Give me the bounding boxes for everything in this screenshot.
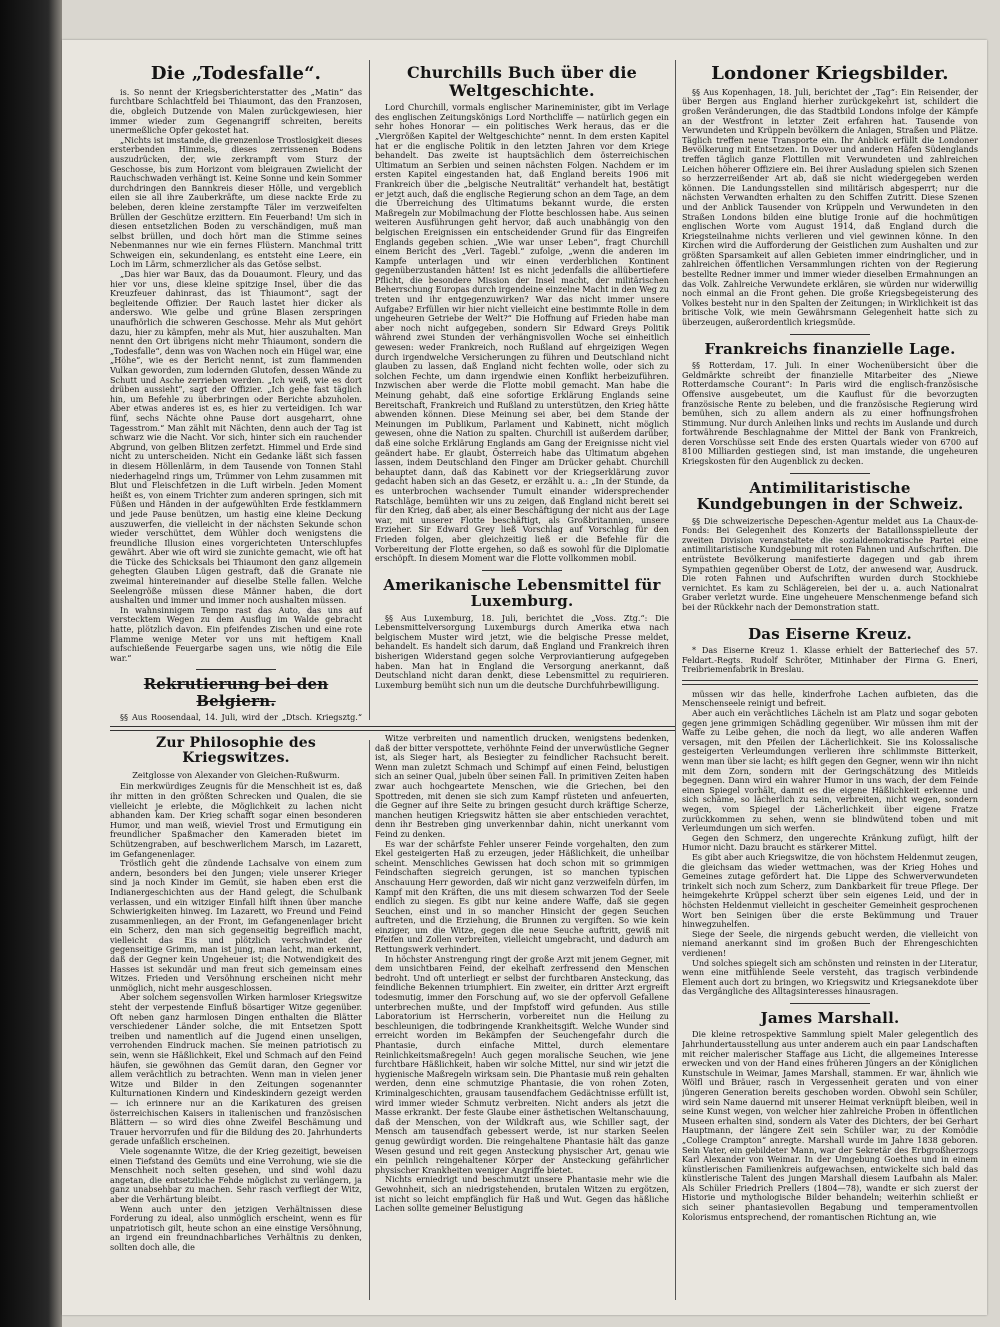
paragraph: Wenn auch unter den jetzigen Verhältnissen diese Forderung zu ideal, also unmöglich erscheint, wenn es für unpatriotisch gilt, heute schon an eine einstige Versöhnung, an irgend ein freundnachbarliches Verhältnis zu denken, sollten doch alle, die: [110, 1203, 362, 1252]
paragraph: Die kleine retrospektive Sammlung spielt Maler gelegentlich des Jahrhundertausstellung aus unter anderem auch ein paar Landschaften mit reicher malerischer Staffage aus Licht, die allgemeines Interesse erwecken und von der Hand eines früheren Jüngers an der Königlichen Kunstschule in Weimar, James Marshall, stammen. Er war, ähnlich wie Wölfl und Bräuer, rasch in Vergessenheit geraten und von einer jüngeren Generation bereits geschoben worden. Obwohl sein Schüler, wird sein Name dauernd mit unserer Heimat verknüpft bleiben, weil in seine Kunst wegen, von welcher hier zahlreiche Proben in öffentlichen Museen erhalten sind, sondern als Vater des Dichters, der bei Gerhart Hauptmann, der längere Zeit sein Schüler war, zu der Komödie „College Crampton“ anregte. Marshall wurde im Jahre 1838 geboren. Sein Vater, ein gebildeter Mann, war der Sekretär des Erbgroßherzogs Karl Alexander von Weimar. In der Umgebung Goethes und in einem künstlerischen Familienkreis aufgewachsen, entwickelte sich bald das künstlerische Talent des jungen Marshall diesem Laufbahn als Maler. Als Schüler Friedrich Prellers (1804—78), wandte er sich zuerst der Historie und mythologische Bilder behandeln; weiterhin schließt er sich seiner phantasievollen Begabung und temperamentvollen Kolorismus entsprechend, der romantischen Richtung an, wie: [682, 1029, 978, 1222]
paragraph: „Das hier war Baux, das da Douaumont. Fleury, und das hier vor uns, diese kleine spitzige Insel, über die das Kreuzfeuer dahinrast, das ist Thiaumont“, sagt der begleitende Offizier. Der Rauch lastet hier dicker als anderswo. Wie gelbe und grüne Blasen zerspringen unaufhörlich die schweren Geschosse. Mehr als Mut gehört dazu, hier zu kämpfen, mehr als Mut, hier auszuhalten. Man nennt den Ort übrigens nicht mehr Thiaumont, sondern die „Todesfalle“, denn was von Wachen noch ein Hügel war, eine „Höhe“, wie es der Bericht nennt, ist zum flammenden Vulkan geworden, zum lodernden Glutofen, dessen Wände zu Schutt und Asche zerrieben werden. „Ich weiß, wie es dort drüben aussieht“, sagt der Offizier. „Ich gehe fast täglich hin, um Befehle zu überbringen oder Berichte abzuholen. Aber etwas anderes ist es, es hier zu verteidigen. Ich war fünf, sechs Nächte ohne Pause dort ausgeharrt, ohne Tagesstrom.“ Man zählt mit Nächten, denn auch der Tag ist schwarz wie die Nacht. Vor sich, hinter sich ein rauchender Abgrund, von gelben Blitzen zerfetzt. Himmel und Erde sind nicht zu unterscheiden. Nicht ein Gedanke läßt sich fassen in diesem Höllenlärm, in dem Tausende von Tonnen Stahl niederhagelnd rings um, Trümmer von Lehm zusammen mit Blut und Fleischfetzen in die Luft wirbeln. Jeden Moment heißt es, von einem Trichter zum anderen springen, sich mit Füßen und Händen in der aufgewühlten Erde festklammern und jede Pause benützen, um hastig eine kleine Deckung auszuwerfen, die vielleicht in der nächsten Sekunde schon wieder verschüttet, dem Wühler doch wenigstens die freundliche Illusion eines vorgerichteten Unterschlupfes gewährt. Aber wie oft wird sie zunichte gemacht, wie oft hat die Tücke des Schicksals bei Thiaumont den ganz allgemein gehegten Glauben Lügen gestraft, daß die Granate nie zweimal hintereinander auf dieselbe Stelle fallen. Welche Seelengröße müssen diese Männer haben, die dort aushalten und immer und immer noch aushalten müssen.: [110, 269, 362, 606]
headline-london: Londoner Kriegsbilder.: [711, 63, 949, 84]
section-rule: [110, 726, 675, 731]
article-todesfalle-body: [110, 88, 362, 664]
paragraph: In höchster Anstrengung ringt der große Arzt mit jenem Gegner, mit dem unsichtbaren Feind, der ekelhaft zerfressend den Menschen bedroht. Und oft unterliegt er selbst der furchtbaren Ansteckung, das feindliche Bekennen triumphiert. Ein zweiter, ein dritter Arzt ergreift todesmutig, immer den Forschung auf, wo sie der opfervoll Gefallene unterbrechen mußte, und der Impfstoff wird gefunden. Aus stille Laboratorium ist Herrscherin, vorbereitet nun die Heilung zu beschleunigen, die todbringende Krankheitsgift. Welche Wunder sind erreicht worden im Bekämpfen der Seuchengefahr durch die Phantasie, durch einfache Mittel, durch elementare Reinlichkeitsmaßregeln! Auch gegen moralische Seuchen, wie jene furchtbare Häßlichkeit, haben wir solche Mittel, nur sind wir jetzt die hygienische Maßregeln wirksam sein. Die Phantasie muß rein gehalten werden, denn eine schmutzige Phantasie, die von rohen Zoten, Kriminalgeschichten, grausam tausendfachem Gedächtnisse erfüllt ist, wird immer wieder Schmutz verbreiten. Nicht anders als jetzt die Masse erkrankt. Der feste Glaube einer ästhetischen Weltanschauung, daß der Menschen, von der Wildkraft aus, wie Schiller sagt, der Mensch am tausendfach gebessert werde, ist nur starken Seelen genug gewürdigt worden. Die reingehaltene Phantasie hält das ganze Wesen gesund und reit gegen Ansteckung physischer Art, genau wie ein peinlich reingehaltener Körper der Ansteckung gefährlicher physischer Krankheiten weniger Angriffe bietet.: [375, 953, 669, 1175]
paragraph: Es war der schärfste Fehler unserer Feinde vorgehalten, den zum Ekel gesteigerten Haß zu erzeugen, jeder Häßlichkeit, die unheilbar scheint. Menschliches Gewissen hat doch schon mit so grimmigen Feindschaften siegreich gerungen, ist so manchen typischen Anschauung Herr geworden, daß wir nicht ganz verzweifeln dürfen, im Kampf mit den Kräften, die uns mit diesem schwarzen Tod der Seele endlich zu siegen. Es gibt nur keine andere Waffe, daß sie gegen Seuchen, einst und in so mancher Hinsicht der gegen Seuchen auftreten, und die Erziehung, die Brunnen zu vergiften. So wie kein einziger, um die Witze, gegen die neue Seuche auftritt, gewiß mit Pfeifen und Zollen verbreiten, vielleicht umgebracht, und dadurch am Rettungswerk verhindert.: [375, 838, 669, 955]
paragraph: In wahnsinnigem Tempo rast das Auto, das uns auf verstecktem Wegen zu dem Ausflug im Walde gebracht hatte, plötzlich davon. Ein pfeifendes Zischen und eine rote Flamme wenige Meter vor uns mit heftigem Knall aufschießende Feuergarbe sagen uns, wie nötig die Eile war.“: [110, 604, 362, 663]
paragraph: Tröstlich geht die zündende Lachsalve von einem zum andern, besonders bei den Jungen; viele unserer Krieger sind ja noch Kinder im Gemüt, sie haben eben erst die Indianergeschichten aus der Hand gelegt, die Schulbank verlassen, und ein witziger Einfall hilft ihnen über manche Schwierigkeiten hinweg. Im Lazarett, wo Freund und Feind zusammenliegen, an der Front, im Gefangenenlager bricht ein Scherz, den man sich gegenseitig begreiflich macht, vielleicht das Eis und plötzlich verschwindet der gegenseitige Grimm, man ist jung, man lacht, man erkennt, daß der Gegner kein Ungeheuer ist; die Notwendigkeit des Hasses ist sekundär und man freut sich gemeinsam eines Witzes. Frieden und Versöhnung erscheinen nicht mehr unmöglich, nicht mehr ausgeschlossen.: [110, 858, 362, 993]
paragraph: Siege der Seele, die nirgends gebucht werden, die vielleicht von niemand anerkannt sind im großen Buch der Ehrengeschichten verdienen!: [682, 928, 978, 958]
headline-marshall: James Marshall.: [760, 1008, 900, 1027]
paragraph: §§ Aus Luxemburg, 18. Juli, berichtet die „Voss. Ztg.“: Die Lebensmittelversorgung Luxemburgs durch Amerika etwa nach belgischem Muster wird jetzt, wie die belgische Presse meldet, behandelt. Es handelt sich darum, daß England und Frankreich ihren bisherigen Widerstand gegen solche Verproviantierung aufgegeben haben. Man hat in England die Versorgung anerkannt, daß Deutschland nicht daran denkt, diese Lebensmittel zu requirieren. Luxemburg bemüht sich nun um die deutsche Durchfuhrbewilligung.: [375, 612, 669, 690]
headline-philosophie: Zur Philosophie des Kriegswitzes.: [156, 735, 316, 767]
headline-schweiz: Antimilitaristische Kundgebungen in der Schweiz.: [696, 478, 964, 514]
paragraph: Lord Churchill, vormals englischer Marineminister, gibt im Verlage des englischen Zeitungskönigs Lord Northcliffe — natürlich gegen ein sehr hohes Honorar — ein politisches Werk heraus, das er die „Viergrößen Kapitel der Weltgeschichte“ nennt. In dem ersten Kapitel hat er die englische Politik in den letzten Jahren vor dem Kriege behandelt. Das zweite ist hauptsächlich dem österreichischen Ultimatum an Serbien und seinen nächsten Folgen. Nachdem er im ersten Kapitel eingestanden hat, daß England bereits 1906 mit Frankreich über die „belgische Neutralität“ verhandelt hat, bestätigt er jetzt auch, daß die englische Regierung schon an dem Tage, an dem die Überreichung des Ultimatums bekannt wurde, die ersten Maßregeln zur Mobilmachung der Flotte beschlossen habe. Aus seinen weiteren Ausführungen geht hervor, daß auch unabhängig von den belgischen Ereignissen ein entscheidender Grund für das Eingreifen Englands gegeben schien. „Wie war unser Leben“, fragt Churchill einem Bericht des „Verl. Tagebl.“ zufolge, „wenn die anderen im Kampfe unterlagen und wir einen verderblichen Kontinent gegenüberzustanden hätten! Ist es nicht jedenfalls die allübertiefere Pflicht, die besondere Mission der Insel macht, der militärischen Beherrschung Europas durch irgendeine einzelne Macht in den Weg zu treten und ihr entgegenzuwirken? War das nicht immer unsere Aufgabe? Erfüllen wir hier nicht vielleicht eine bestimmte Rolle in dem ungeheuren Getriebe der Welt?“ Die Hoffnung auf Frieden habe man aber noch nicht aufgegeben, sondern Sir Edward Greys Politik während zwei Stunden der verhängnisvollen Woche sei einheitlich gewesen: weder Frankreich, noch Rußland auf ehrgeizigen Wegen durch irgendwelche Versicherungen zu führen und Deutschland nicht glauben zu lassen, daß England nicht fechten wolle, oder sich zu solchen Fechte, um dann irgendwie einen Konflikt herbeizuführen. Inzwischen aber werde die Flotte mobil gemacht. Man habe die Meinung gehabt, daß eine sofortige Erklärung Englands seine Bereitschaft, Frankreich und Rußland zu unterstützen, den Krieg hätte abwenden können. Diese Meinung sei aber, bei dem Stande der Meinungen im Publikum, Parlament und Kabinett, nicht möglich gewesen, ohne die Nation zu spalten. Churchill ist außerdem darüber, daß eine solche Erklärung Englands am Gang der Ereignisse nicht viel geändert habe. Er glaubt, Österreich habe das Ultimatum abgehen lassen, indem Deutschland den Finger am Drücker gehabt. Churchill behauptet dann, daß das Kabinett vor der Kriegserklärung zuvor gedacht haben sich an das Gesetz, er erzählt u. a.: „In der Stunde, da es unterbrochen wachsender Tumult einander widersprechender Ratschläge, bemühten wir uns zu zeigen, daß England nicht bereit sei für den Krieg, daß aber, als einer Beschäftigung der nicht aus der Lage war, mit unserer Flotte beschäftigt, als Großbritannien, unsere Erzieher. Sir Edward Grey ließ Vorschlag auf Vorschlag für den Frieden folgen, aber gleichzeitig ließ er die Befehle für die Vorbereitung der Flotte ergehen, so daß es sowohl für die Diplomatie erschöpft. In diesem Moment war die Flotte vollkommen mobil.: [375, 102, 669, 564]
newspaper-page: [62, 40, 987, 1315]
paragraph: Ein merkwürdiges Zeugnis für die Menschheit ist es, daß ihr mitten in den größten Schrecken und Qualen, die sie vielleicht je erlebte, die Möglichkeit zu lachen nicht abhanden kam. Der Krieg schafft sogar einen besonderen Humor, und man weiß, wieviel Trost und Ermutigung ein freundlicher Spaßmacher den Kameraden bietet im Schützengraben, auf beschwerlichem Marsch, im Lazarett, im Gefangenenlager.: [110, 781, 362, 859]
paragraph: Viele sogenannte Witze, die der Krieg gezeitigt, beweisen einen Tiefstand des Gemüts und eine Verrohung, wie sie die Menschheit noch selten gesehen, und sind wohl dazu angetan, die entsetzliche Fehde möglichst zu verlängern, ja ganz unabsehbar zu machen. Sehr rasch verfliegt der Witz, aber die Verhärtung bleibt.: [110, 1145, 362, 1204]
headline-todesfalle: Die „Todesfalle“.: [150, 63, 322, 84]
article-divider: [790, 1003, 870, 1004]
column-rule: [675, 60, 676, 1300]
article-schweiz-body: [682, 517, 978, 613]
column-2-lower: [375, 734, 669, 1304]
column-2-upper: [375, 62, 669, 722]
article-luxemburg-body: [375, 614, 669, 691]
article-divider: [790, 619, 870, 620]
article-rekrutierung-body: [110, 713, 362, 722]
section-rule: [682, 680, 978, 685]
paragraph: Gegen den Schmerz, den ungerechte Kränkung zufügt, hilft der Humor nicht. Dazu braucht es stärkerer Mittel.: [682, 832, 978, 853]
article-philosophie-continued: [375, 734, 669, 1214]
paragraph: Nichts erniedrigt und beschmutzt unsere Phantasie mehr wie die Gewohnheit, sich an niedrigstehenden, brutalen Witzen zu ergötzen, ist nicht so leicht empfänglich für Haß und Wut. Gegen das häßliche Lachen sollte gemeiner Belustigung: [375, 1174, 669, 1214]
article-churchill-body: [375, 103, 669, 564]
article-kreuz-body: [682, 646, 978, 675]
headline-luxemburg: Amerikanische Lebensmittel für Luxemburg.: [383, 575, 661, 611]
paragraph: müssen wir das helle, kinderfrohe Lachen aufbieten, das die Menschenseele reinigt und befreit.: [682, 688, 978, 709]
article-london-body: [682, 88, 978, 328]
paragraph: §§ Aus Roosendaal, 14. Juli, wird der „Dtsch. Kriegsztg.“: [120, 712, 362, 722]
column-rule: [369, 740, 370, 1300]
article-frankreich-body: [682, 361, 978, 467]
paragraph: Witze verbreiten und namentlich drucken, wenigstens bedenken, daß der bitter verspottete, verhöhnte Feind der unverwüstliche Gegner ist, als Sieger hart, als Besiegter zu feindlicher Rachsucht bereit. Wenn man zuletzt Schmach und Schimpf auf einen Feind, belustigen sich an seiner Qual, jubeln über seinen Fall. In primitiven Zeiten haben zwar auch hochgeartete Menschen, wie die Griechen, bei den Spottreden, mit denen sie sich zum Kampf rüsteten und anfeuerten, die Gegner auf ihre Seite zu bringen gesucht durch kräftige Scherze, manchen heutigen Kriegswitz hätten sie aber entschieden verachtet, denn ihr Bestreben ging unverkennbar dahin, nicht unerkannt vom Feind zu denken.: [375, 734, 669, 839]
paragraph: „Nichts ist imstande, die grenzenlose Trostlosigkeit dieses ersterbenden Himmels, dieses zerrissenen Bodens auszudrücken, der, wie zerkrampft vom Sturz der Geschosse, bis zum Horizont vom bleigrauen Zwielicht der Rauchschwaden verhängt ist. Keine Sonne und kein Sommer durchdringen den Bannkreis dieser Hölle, und vergeblich eilen sie all ihre Zauberkräfte, um diese nackte Erde zu beleben, deren kleine zerstampfte Täler im verzweifelten Brüllen der Geschütze erzittern. Ein Feuerband! Um sich in diesen entsetzlichen Boden zu verschändigen, muß man selbst brüllen, und doch hört man die Stimme seines Nebenmannes nur wie ein fernes Flüstern. Manchmal tritt Schweigen ein, sekundenlang, es entsteht eine Leere, ein Loch im Lärm, schmerzlicher als das Getöse selbst.: [110, 134, 362, 270]
paragraph: §§ Rotterdam, 17. Juli. In einer Wochenübersicht über die Geldmärkte schreibt der finanzielle Mitarbeiter des „Niewe Rotterdamsche Courant“: In Paris wird die englisch-französische Offensive ausgebeutet, um die Kauflust für die bevorzugten französische Rente zu beleben, und die französische Regierung wird bemühen, sich zu allem andern als zu einer hoffnungsfrohen Stimmung. Nur durch Anleihen links und rechts im Auslande und durch fortwährende Beschlagnahme der Mittel der Bank von Frankreich, deren Vorschüsse seit Ende des ersten Quartals wieder von 6700 auf 8100 Milliarden gestiegen sind, ist man imstande, die ungeheuren Kriegskosten für den Augenblick zu decken.: [682, 360, 978, 467]
paragraph: §§ Die schweizerische Depeschen-Agentur meldet aus La Chaux-de-Fonds: Bei Gelegenheit des Konzerts der Bataillonsspielleute der zweiten Division veranstaltete die sozialdemokratische Partei eine antimilitaristische Kundgebung mit roten Fahnen und Aufschriften. Die entrüstete Bevölkerung manifestierte dagegen und gab ihrem Sympathien gegenüber Oberst de Lotz, der anwesend war, Ausdruck. Die roten Fahnen und Aufschriften wurden durch Stockhiebe vernichtet. Es kam zu Schlägereien, bei der u. a. auch Nationalrat Graber verletzt wurde. Eine ungeheuere Menschenmenge befand sich bei der Rückkehr nach der Demonstration statt.: [682, 515, 978, 613]
headline-rekrutierung: Rekrutierung bei den Belgiern.: [143, 675, 329, 710]
headline-frankreich: Frankreichs finanzielle Lage.: [704, 339, 956, 358]
column-1-lower: [110, 734, 362, 1304]
article-divider: [196, 669, 276, 670]
column-3: [682, 62, 978, 1302]
article-philosophie-end: [682, 690, 978, 997]
paragraph: * Das Eiserne Kreuz 1. Klasse erhielt der Batteriechef des 57. Feldart.-Regts. Rudolf Schröter, Mitinhaber der Firma G. Eneri, Treibriemenfabrik in Breslau.: [682, 645, 978, 675]
headline-churchill: Churchills Buch über die Weltgeschichte.: [407, 63, 637, 100]
paragraph: §§ Aus Kopenhagen, 18. Juli, berichtet der „Tag“: Ein Reisender, der über Bergen aus England hierher zurückgekehrt ist, schildert die großen Veränderungen, die das Stadtbild Londons infolge der Kämpfe an der Westfront in letzter Zeit erfahren hat. Tausende von Verwundeten und Krüppeln bevölkern die Anlagen, Straßen und Plätze. Täglich treffen neue Transporte ein. Ihr Anblick erfüllt die Londoner Bevölkerung mit Entsetzen. In Dover und anderen Häfen Südenglands treffen täglich ganze Flottillen mit Verwundeten und zahlreichen Leichen höherer Offiziere ein. Bei ihrer Ausladung spielen sich Szenen so herzzerreißender Art ab, daß sie nicht wiedergegeben werden können. Die Landungsstellen sind militärisch abgesperrt; nur die nächsten Verwandten erhalten zu den Schiffen Zutritt. Diese Szenen und der Anblick Tausender von Krüppeln und Verwundeten in den Straßen Londons bilden eine blutige Ironie auf die hochmütigen englischen Worte vom August 1914, daß England durch die Kriegsteilnahme nichts verlieren und viel gewinnen könne. In den Kirchen wird die Aufforderung der Geistlichen zum Aushalten und zur größten Sparsamkeit auf allen Gebieten immer eindringlicher, und in zahlreichen öffentlichen Versammlungen richten von der Regierung bestellte Redner immer und immer wieder dieselben Ermahnungen an das Volk. Zahlreiche Verwundete erklären, sie würden nur widerwillig noch einmal an die Front gehen. Die große Kriegsbegeisterung des Volkes besteht nur in den Spalten der Zeitungen; in Wirklichkeit ist das britische Volk, wie mein Gewährsmann Gelegenheit hatte sich zu überzeugen, außerordentlich kriegsmüde.: [682, 86, 978, 328]
paragraph: is. So nennt der Kriegsberichterstatter des „Matin“ das furchtbare Schlachtfeld bei Thiaumont, das den Franzosen, die, obgleich Dutzende von Malen zurückgewiesen, hier immer wieder zum Gegenangriff schreiten, bereits unermeßliche Opfer gekostet hat.: [110, 86, 362, 136]
article-marshall-body: [682, 1030, 978, 1222]
article-philosophie-body: [110, 782, 362, 1252]
book-binding-spine: [0, 0, 62, 1327]
byline-philosophie: Zeitglosse von Alexander von Gleichen-Rußwurm.: [132, 769, 340, 780]
article-divider: [482, 570, 562, 571]
headline-kreuz: Das Eiserne Kreuz.: [748, 624, 912, 643]
paragraph: Aber solchem segensvollen Wirken harmloser Kriegswitze steht der verpestende Einfluß bösartiger Witze gegenüber. Oft neben ganz harmlosen Dingen enthalten die Blätter verschiedener Länder solche, die mit Entsetzen Spott treiben und namentlich auf die Jugend einen unseligen, verrohenden Eindruck machen. Sie meinen patriotisch zu sein, wenn sie Häßlichkeit, Ekel und Schmach auf den Feind häufen, sie gewöhnen das Gemüt daran, den Gegner vor allem verächtlich zu betrachten. Wenn man in vielen jener Witze und Bilder in den Zeitungen sogenannter Kulturnationen Kindern und Kindeskindern gezeigt werden — ich erinnere nur an die Karikaturen des greisen österreichischen Kaisers in italienischen und französischen Blättern — so wird dies ohne Zweifel Beschämung und Trauer hervorrufen und für die Bildung des 20. Jahrhunderts gerade unfaßlich erscheinen.: [110, 992, 362, 1147]
article-divider: [790, 334, 870, 335]
column-rule: [369, 60, 370, 720]
article-divider: [790, 473, 870, 474]
paragraph: Es gibt aber auch Kriegswitze, die von höchstem Heldenmut zeugen, die gleichsam das wieder wettmachen, was der Krieg Hohes und Gemeines zutage gefördert hat. Die Lippe des Schwerverwundeten trinkelt sich noch zum Scherz, zum Dankbarkeit für treue Pflege. Der heimgekehrte Krüppel scherzt über sein eigenes Leid, und der in höchsten Heldenmut vielleicht in gescheiter Gemeinheit gesprochenen Wort ben Seinigen über die erste Bekümmung und Trauer hinwegzuhelfen.: [682, 851, 978, 930]
paragraph: Aber auch ein verächtliches Lächeln ist am Platz und sogar geboten gegen jene grimmigen Schädling gegenüber. Wir müssen ihm mit der Waffe zu Leibe gehen, die noch da liegt, wo alle anderen Waffen versagen, mit den Pfeilen der Lächerlichkeit. Sie ins Kolossalische gesteigerten Verleumdungen verlieren ihre schlimmste Bitterkeit, wenn man über sie lacht; es hilft gegen den Gegner, wenn wir ihn nicht mit dem Zorn, sondern mit der Geringschätzung des Mitleids begegnen. Dann wird ein wahrer Humor in uns wach, der dem Feinde einen Spiegel vorhält, damit es die eigene Häßlichkeit erkenne und sich schäme, so lächerlich zu sein, verbreiten, nicht wegen, sondern wegen, vom Spiegel der Lächerlichkeit über eigene Fratze zurückkommen zu sehen, wenn sie blindwütend toben und mit Verleumdungen um sich werfen.: [682, 708, 978, 834]
paragraph: Und solches spiegelt sich am schönsten und reinsten in der Literatur, wenn eine mitfühlende Seele versteht, das tragisch verbindende Element auch dort zu bringen, wo Kriegswitz und Kriegsanekdote über das Vergängliche des Alltagsinteresses hinausragen.: [682, 957, 978, 997]
column-1-upper: [110, 62, 362, 722]
